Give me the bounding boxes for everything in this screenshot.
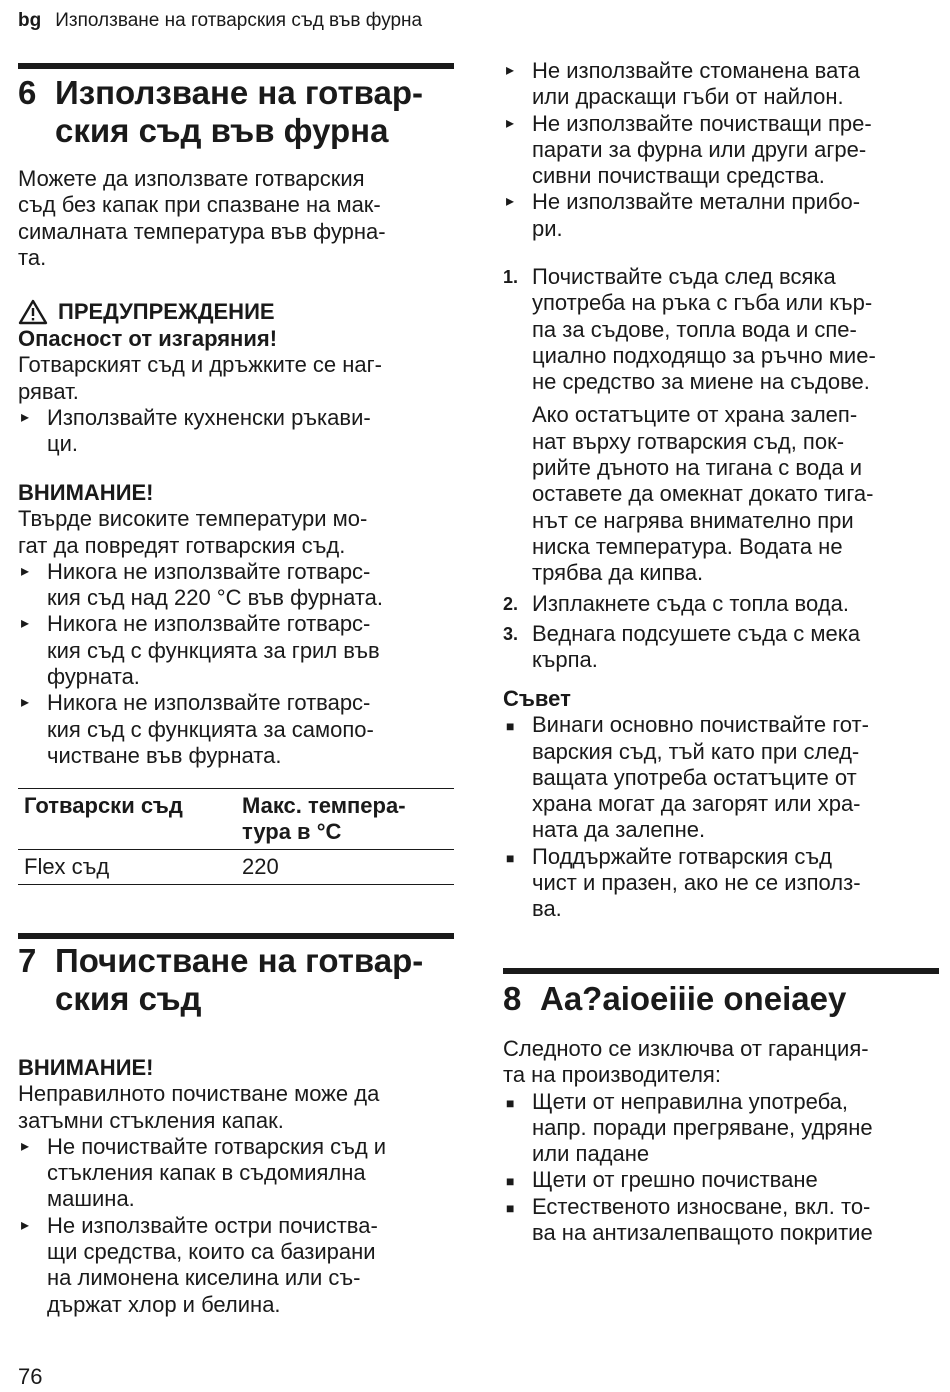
text-line: па за съдове, топла вода и спе- xyxy=(532,316,857,342)
tip-block xyxy=(503,686,939,923)
text-line: ▸ Не почиствайте готварския съд и xyxy=(47,1133,387,1159)
section-6-title-line2: ския съд във фурна xyxy=(55,112,389,149)
table-cell-cookware: Flex съд xyxy=(24,854,110,879)
text-line: ряват. xyxy=(18,378,79,404)
text-line: Ако остатъците от храна залеп- xyxy=(532,402,858,428)
text-line: чистване във фурната. xyxy=(47,742,282,768)
section-8-title: Aa?aioeiiie oneiaey xyxy=(540,980,847,1017)
section-6-heading xyxy=(18,74,491,150)
list-item xyxy=(18,405,454,458)
text-line: ▸ Използвайте кухненски ръкави- xyxy=(47,404,371,430)
text-line: затъмни стъкления капак. xyxy=(18,1107,284,1133)
text-line: щи средства, които са базирани xyxy=(47,1239,376,1265)
text-line: рийте дъното на тигана с вода и xyxy=(532,455,863,481)
text-line: кърпа. xyxy=(532,647,598,673)
list-item xyxy=(18,611,454,690)
language-code: bg xyxy=(18,10,42,31)
text-line: употреба на ръка с гъба или кър- xyxy=(532,290,873,316)
text-line: Твърде високите температури мо- xyxy=(18,506,368,532)
text-line: ■ Естественото износване, вкл. то- xyxy=(532,1193,871,1219)
caution-block-6 xyxy=(18,480,454,769)
list-item xyxy=(503,189,939,242)
text-line: ци. xyxy=(47,431,79,457)
text-line: ▸ Не използвайте почистващи пре- xyxy=(532,110,872,136)
list-item xyxy=(503,1194,939,1247)
text-line: или драскащи гъби от найлон. xyxy=(532,84,844,110)
section-6-title-line1: Използване на готвар- xyxy=(55,74,424,111)
warning-bullets xyxy=(18,405,454,458)
warning-text xyxy=(18,352,454,405)
list-item xyxy=(503,844,939,923)
step-number: 1. xyxy=(503,267,519,287)
text-line: ▸ Никога не използвайте готварс- xyxy=(47,611,371,637)
caution-block-7 xyxy=(18,1055,454,1318)
list-item xyxy=(18,1134,454,1213)
caution-text xyxy=(18,506,454,559)
text-line: фурната. xyxy=(47,664,140,690)
warning-heading xyxy=(18,298,454,326)
text-line: стъкления капак в съдомиялна xyxy=(47,1160,366,1186)
text-line: кия съд с функцията за самопо- xyxy=(47,716,374,742)
step-number: 2. xyxy=(503,593,519,614)
text-line: Неправилното почистване може да xyxy=(18,1081,380,1107)
text-line: кия съд с функцията за грил във xyxy=(47,637,380,663)
text-line: варския съд, тъй като при след- xyxy=(532,738,860,764)
section-6-rule xyxy=(18,63,454,69)
text-line: ▸ Никога не използвайте готварс- xyxy=(47,558,371,584)
text-line: Изплакнете съда с топла вода. xyxy=(532,590,849,616)
table-header-max-temp xyxy=(236,789,454,850)
caution-label: ВНИМАНИЕ! xyxy=(18,480,154,505)
section-7-rule xyxy=(18,933,454,939)
text-line: ▸ Не използвайте стоманена вата xyxy=(532,58,860,83)
text-line: чист и празен, ако не се използ- xyxy=(532,870,861,896)
text-line: ниска температура. Водата не xyxy=(532,533,843,559)
list-item xyxy=(503,111,939,190)
caution-label: ВНИМАНИЕ! xyxy=(18,1055,154,1080)
list-item xyxy=(503,712,939,843)
text-line: ната да залепне. xyxy=(532,817,706,843)
text-line: ва на антизалепващото покритие xyxy=(532,1220,873,1246)
text-line: храна могат да загорят или хра- xyxy=(532,791,861,817)
section-8-number: 8 xyxy=(503,980,522,1017)
list-item xyxy=(18,1213,454,1318)
list-item xyxy=(503,58,939,111)
text-line: циално подходящо за ръчно мие- xyxy=(532,342,876,368)
section-8-heading xyxy=(503,980,950,1018)
table-header-row xyxy=(18,789,454,850)
step-item xyxy=(503,264,939,395)
text-line: трябва да кипва. xyxy=(532,560,704,586)
table-row xyxy=(18,850,454,885)
list-item xyxy=(503,1089,939,1168)
text-line: ■ Винаги основно почиствайте гот- xyxy=(532,712,869,738)
caution-bullets-left xyxy=(18,1134,454,1318)
text-line: Готварският съд и дръжките се наг- xyxy=(18,352,383,378)
text-line: та. xyxy=(18,244,47,270)
text-line: ▸ Никога не използвайте готварс- xyxy=(47,690,371,716)
caution-text xyxy=(18,1081,454,1134)
section-7-heading xyxy=(18,942,491,1018)
step-number: 3. xyxy=(503,623,519,644)
section-8-rule xyxy=(503,968,939,974)
text-line: оставете да омекнат докато тига- xyxy=(532,481,874,507)
temperature-table xyxy=(18,788,454,885)
text-line: на лимонена киселина или съ- xyxy=(47,1265,361,1291)
text-line: сивни почистващи средства. xyxy=(532,163,825,189)
text-line: тура в °C xyxy=(242,819,342,844)
step-item xyxy=(503,621,939,674)
list-item xyxy=(18,559,454,612)
table-header-cookware: Готварски съд xyxy=(24,793,183,818)
section-6-intro xyxy=(18,166,454,271)
header-title: Използване на готварския съд във фурна xyxy=(55,10,423,31)
text-line: сималната температура във фурна- xyxy=(18,218,386,244)
tip-label: Съвет xyxy=(503,686,571,711)
text-line: ■ Щети от неправилна употреба, xyxy=(532,1088,849,1114)
cleaning-steps xyxy=(503,264,939,673)
text-line: Макс. темпера- xyxy=(242,793,406,818)
text-line: Следното се изключва от гаранция- xyxy=(503,1036,869,1061)
text-line: парати за фурна или други агре- xyxy=(532,136,867,162)
page-number: 76 xyxy=(18,1364,43,1389)
text-line: Веднага подсушете съда с мека xyxy=(532,620,861,646)
section-8-intro xyxy=(503,1036,939,1089)
list-item xyxy=(503,1167,939,1193)
warning-triangle-icon xyxy=(18,299,48,325)
text-line: не средство за миене на съдове. xyxy=(532,369,870,395)
text-line: нът се нагрява внимателно при xyxy=(532,507,854,533)
text-line: Можете да използвате готварския xyxy=(18,166,365,191)
text-line: машина. xyxy=(47,1186,135,1212)
section-6-number: 6 xyxy=(18,74,37,111)
text-line: гат да повредят готварския съд. xyxy=(18,532,346,558)
text-line: нат върху готварския съд, пок- xyxy=(532,428,845,454)
warranty-exclusions xyxy=(503,1089,939,1247)
text-line: Почиствайте съда след всяка xyxy=(532,264,836,289)
table-cell-temp: 220 xyxy=(242,854,279,879)
list-item xyxy=(18,690,454,769)
text-line: съд без капак при спазване на мак- xyxy=(18,192,381,218)
warning-label: ПРЕДУПРЕЖДЕНИЕ xyxy=(58,299,275,324)
tip-bullets xyxy=(503,712,939,922)
text-line: ■ Щети от грешно почистване xyxy=(532,1167,818,1193)
text-line: напр. поради прегряване, удряне xyxy=(532,1114,873,1140)
text-line: кия съд над 220 °C във фурната. xyxy=(47,585,384,611)
caution-bullets-right xyxy=(503,58,939,242)
text-line: ващата употреба остатъците от xyxy=(532,764,857,790)
text-line: ри. xyxy=(532,215,563,241)
text-line: ▸ Не използвайте метални прибо- xyxy=(532,189,861,215)
text-line: или падане xyxy=(532,1141,650,1167)
caution-bullets xyxy=(18,559,454,769)
section-8-body xyxy=(503,1036,939,1246)
text-line: та на производителя: xyxy=(503,1062,721,1088)
page-header xyxy=(18,8,422,34)
warning-subtitle: Опасност от изгаряния! xyxy=(18,326,278,351)
text-line: държат хлор и белина. xyxy=(47,1291,281,1317)
text-line: ▸ Не използвайте остри почиства- xyxy=(47,1212,378,1238)
section-7-title-line1: Почистване на готвар- xyxy=(55,942,424,979)
section-7-number: 7 xyxy=(18,942,37,979)
text-line: ■ Поддържайте готварския съд xyxy=(532,843,832,869)
section-7-title-line2: ския съд xyxy=(55,980,202,1017)
step-item xyxy=(503,591,939,617)
warning-block xyxy=(18,298,454,457)
step-note xyxy=(503,402,939,586)
text-line: ва. xyxy=(532,896,562,922)
